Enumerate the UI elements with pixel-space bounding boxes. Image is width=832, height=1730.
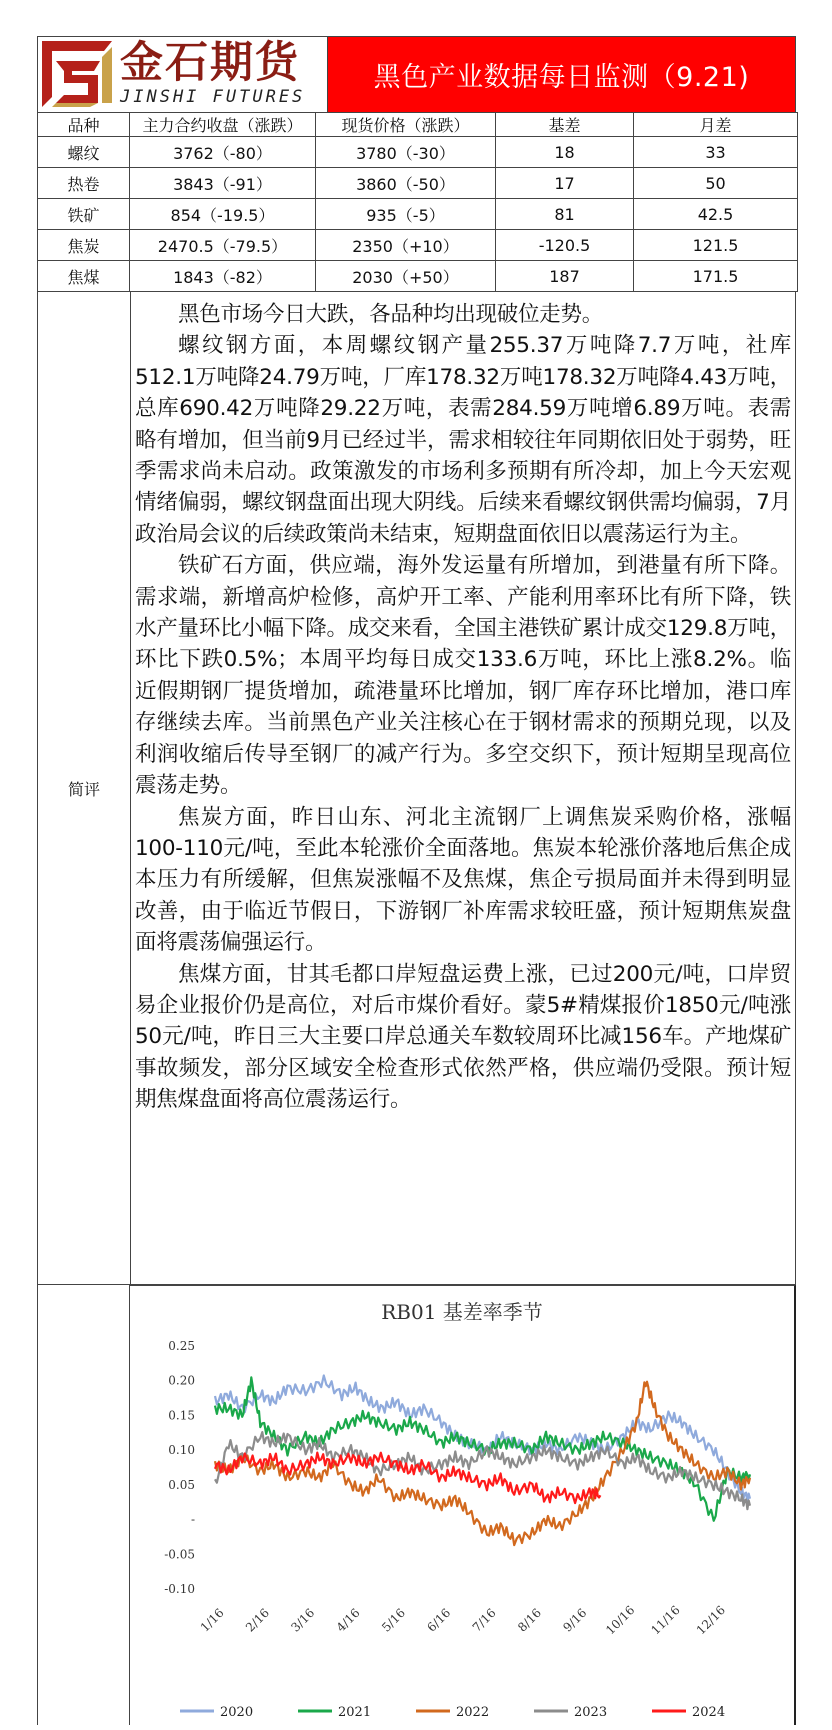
table-cell: 3843（-91） [130,168,316,199]
y-tick-label: 0.15 [168,1408,195,1423]
y-tick-label: -0.05 [164,1547,195,1562]
x-tick-label: 8/16 [515,1605,545,1635]
y-tick-label: 0.10 [168,1443,195,1458]
column-header: 月差 [634,113,798,137]
table-cell: 121.5 [634,230,798,261]
commentary-paragraph: 焦煤方面，甘其毛都口岸短盘运费上涨，已过200元/吨，口岸贸易企业报价仍是高位，对后市煤价看好。蒙5#精煤报价1850元/吨涨50元/吨，昨日三大主要口岸总通关车数较周环比减156车。产地煤矿事故频发，部分区域安全检查形式依然严格，供应端仍受限。预计短期焦煤盘面将高位震荡运行。 [135,961,791,1113]
table-cell: 3860（-50） [316,168,496,199]
report-header [37,36,796,112]
legend-label: 2024 [692,1705,726,1720]
x-tick-label: 6/16 [424,1605,454,1635]
commentary-section [37,292,796,1285]
x-tick-label: 1/16 [197,1605,227,1635]
commentary-paragraph: 黑色市场今日大跌，各品种均出现破位走势。 [178,302,604,327]
report-sheet [37,36,796,1725]
legend-label: 2021 [338,1705,372,1720]
table-cell: 50 [634,168,798,199]
y-tick-label: 0.25 [168,1339,195,1353]
column-header: 基差 [496,113,634,137]
report-title: 黑色产业数据每日监测（9.21) [373,62,750,93]
logo-english-name: JINSHI FUTURES [120,87,306,107]
x-tick-label: 2/16 [243,1605,272,1635]
table-row [38,137,798,168]
chart-section [37,1285,796,1725]
x-tick-label: 11/16 [648,1602,683,1638]
price-table [37,112,798,292]
table-cell: 187 [496,261,634,292]
y-tick-label: 0.05 [168,1477,195,1492]
company-logo [38,37,327,112]
x-tick-label: 7/16 [469,1605,499,1635]
table-cell: 2470.5（-79.5） [130,230,316,261]
jinshi-logo-icon [42,41,112,107]
table-cell: 171.5 [634,261,798,292]
y-tick-label: 0.20 [168,1373,195,1388]
commentary-paragraph: 螺纹钢方面，本周螺纹钢产量255.37万吨降7.7万吨，社库512.1万吨降24.79万吨，厂库178.32万吨178.32万吨降4.43万吨，总库690.42万吨降29.22万吨，表需284.59万吨增6.89万吨。表需略有增加，但当前9月已经过半，需求相较往年同期依旧处于弱势，旺季需求尚未启动。政策激发的市场利多预期有所冷却，加上今天宏观情绪偏弱，螺纹钢盘面出现大阴线。后续来看螺纹钢供需均偏弱，7月政治局会议的后续政策尚未结束，短期盘面依旧以震荡运行为主。 [135,333,791,547]
column-header: 主力合约收盘（涨跌） [130,113,316,137]
x-tick-label: 10/16 [603,1602,638,1638]
x-tick-label: 5/16 [379,1605,409,1635]
table-cell: 33 [634,137,798,168]
legend-label: 2023 [574,1705,608,1720]
table-row [38,199,798,230]
x-tick-label: 12/16 [693,1602,729,1638]
table-cell: 3780（-30） [316,137,496,168]
table-cell: 3762（-80） [130,137,316,168]
table-cell: 热卷 [38,168,130,199]
table-cell: 81 [496,199,634,230]
chart-container [130,1285,796,1725]
x-tick-label: 4/16 [333,1605,363,1635]
table-row [38,261,798,292]
series-line-2021 [215,1377,750,1520]
table-cell: 铁矿 [38,199,130,230]
report-title-banner [327,37,795,112]
y-tick-label: -0.10 [164,1582,195,1596]
table-cell: 1843（-82） [130,261,316,292]
table-cell: 42.5 [634,199,798,230]
x-tick-label: 3/16 [288,1605,318,1635]
column-header: 品种 [38,113,130,137]
table-cell: 螺纹 [38,137,130,168]
table-cell: 2030（+50） [316,261,496,292]
column-header: 现货价格（涨跌） [316,113,496,137]
basis-rate-chart [130,1286,794,1726]
table-row [38,230,798,261]
table-cell: 854（-19.5） [130,199,316,230]
logo-chinese-name: 金石期货 [120,38,300,88]
chart-label-cell [38,1285,130,1725]
table-cell: 18 [496,137,634,168]
commentary-label: 简评 [38,292,131,1284]
table-cell: -120.5 [496,230,634,261]
legend-label: 2022 [456,1705,490,1720]
table-cell: 935（-5） [316,199,496,230]
table-cell: 焦煤 [38,261,130,292]
table-cell: 2350（+10） [316,230,496,261]
commentary-body [131,292,795,1284]
table-header-row [38,113,798,137]
y-tick-label: - [190,1512,195,1527]
legend-label: 2020 [220,1705,254,1720]
table-cell: 焦炭 [38,230,130,261]
table-cell: 17 [496,168,634,199]
chart-title: RB01 基差率季节 [381,1300,543,1324]
commentary-paragraph: 焦炭方面，昨日山东、河北主流钢厂上调焦炭采购价格，涨幅100-110元/吨，至此本轮涨价全面落地。焦炭本轮涨价落地后焦企成本压力有所缓解，但焦炭涨幅不及焦煤，焦企亏损局面并未得到明显改善，由于临近节假日，下游钢厂补库需求较旺盛，预计短期焦炭盘面将震荡偏强运行。 [135,804,791,956]
x-tick-label: 9/16 [560,1605,590,1635]
commentary-paragraph: 铁矿石方面，供应端，海外发运量有所增加，到港量有所下降。需求端，新增高炉检修，高炉开工率、产能利用率环比有所下降，铁水产量环比小幅下降。成交来看，全国主港铁矿累计成交129.8万吨，环比下跌0.5%；本周平均每日成交133.6万吨，环比上涨8.2%。临近假期钢厂提货增加，疏港量环比增加，钢厂库存环比增加，港口库存继续去库。当前黑色产业关注核心在于钢材需求的预期兑现，以及利润收缩后传导至钢厂的减产行为。多空交织下，预计短期呈现高位震荡走势。 [135,553,791,799]
table-row [38,168,798,199]
